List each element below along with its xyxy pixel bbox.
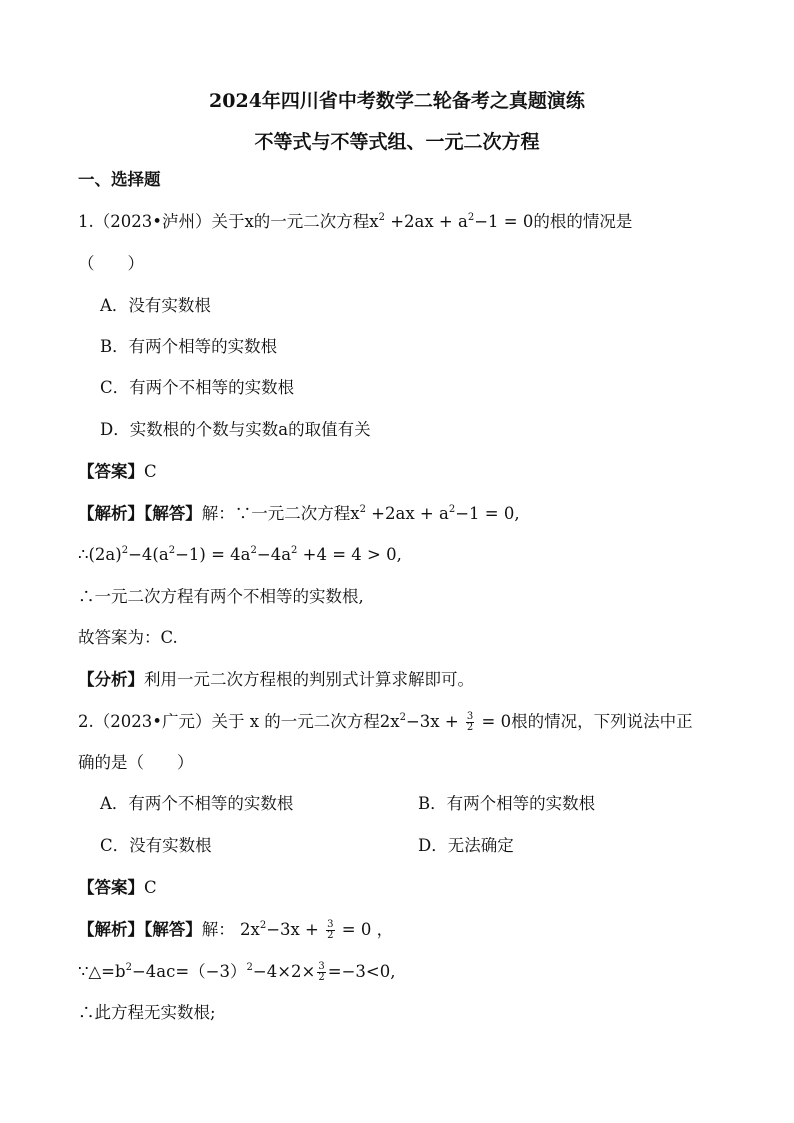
q2-step-1: $\because\triangle=b^2-4ac=(-3)^2-4\times 2\times$ $\frac{3}{2}$ =−3<0, [78,961,396,983]
q1-analysis: 【解析】【解答】解：∵一元二次方程$x^2 +2ax + a^2-1 = 0$, [78,504,520,523]
q2-stem-continued: 确的是（ ） [78,753,194,772]
q2-option-d: D．无法确定 [418,836,514,855]
q2-option-a: A．有两个不相等的实数根 [100,794,294,813]
fraction: $\frac{3}{2}$ [318,961,325,983]
q1-remark: 【分析】利用一元二次方程根的判别式计算求解即可。 [78,670,474,689]
q2-step-2: ∴此方程无实数根; [78,1003,216,1022]
q2-equation: $2x^2-3x$ + $\frac{3}{2}$ = 0 [379,711,512,733]
q1-blank: （ ） [78,254,144,273]
fraction: $\frac{3}{2}$ [327,919,334,941]
q2-answer: 【答案】C [78,878,157,897]
q1-step-2: ∴一元二次方程有两个不相等的实数根, [78,587,364,606]
q1-stem: 1.（2023•泸州）关于x的一元二次方程$x^2 +2ax + a^2-1 = 0$的根的情况是 [78,212,633,231]
q1-step-1: $\therefore(2a)^2-4(a^2-1) = 4a^2-4a^2 +4 = 4 > 0$, [78,545,402,564]
q1-option-d: D．实数根的个数与实数a的取值有关 [100,420,371,439]
q2-option-c: C．没有实数根 [100,836,212,855]
q2-option-b: B．有两个相等的实数根 [418,794,596,813]
q1-step-3: 故答案为：C. [78,628,178,647]
q1-option-b: B．有两个相等的实数根 [100,337,278,356]
section-heading: 一、选择题 [78,170,161,189]
q1-option-c: C．有两个不相等的实数根 [100,378,295,397]
q2-analysis: 【解析】【解答】解： $2x^2-3x$ + $\frac{3}{2}$ = 0 ， [78,919,394,941]
q1-equation: $x^2 +2ax + a^2-1 = 0$ [369,212,534,231]
q1-answer: 【答案】C [78,462,157,481]
q1-analysis-equation: $x^2 +2ax + a^2-1 = 0$, [350,504,520,523]
q2-analysis-equation: $2x^2-3x$ + $\frac{3}{2}$ = 0 ， [240,919,394,941]
document-subtitle: 不等式与不等式组、一元二次方程 [254,131,540,153]
document-title: 2024年四川省中考数学二轮备考之真题演练 [209,90,585,112]
q2-stem: 2.（2023•广元）关于 x 的一元二次方程$2x^2-3x$ + $\frac{3}{2}$ = 0根的情况，下列说法中正 [78,711,693,733]
q1-option-a: A．没有实数根 [100,296,211,315]
fraction: $\frac{3}{2}$ [466,711,474,733]
